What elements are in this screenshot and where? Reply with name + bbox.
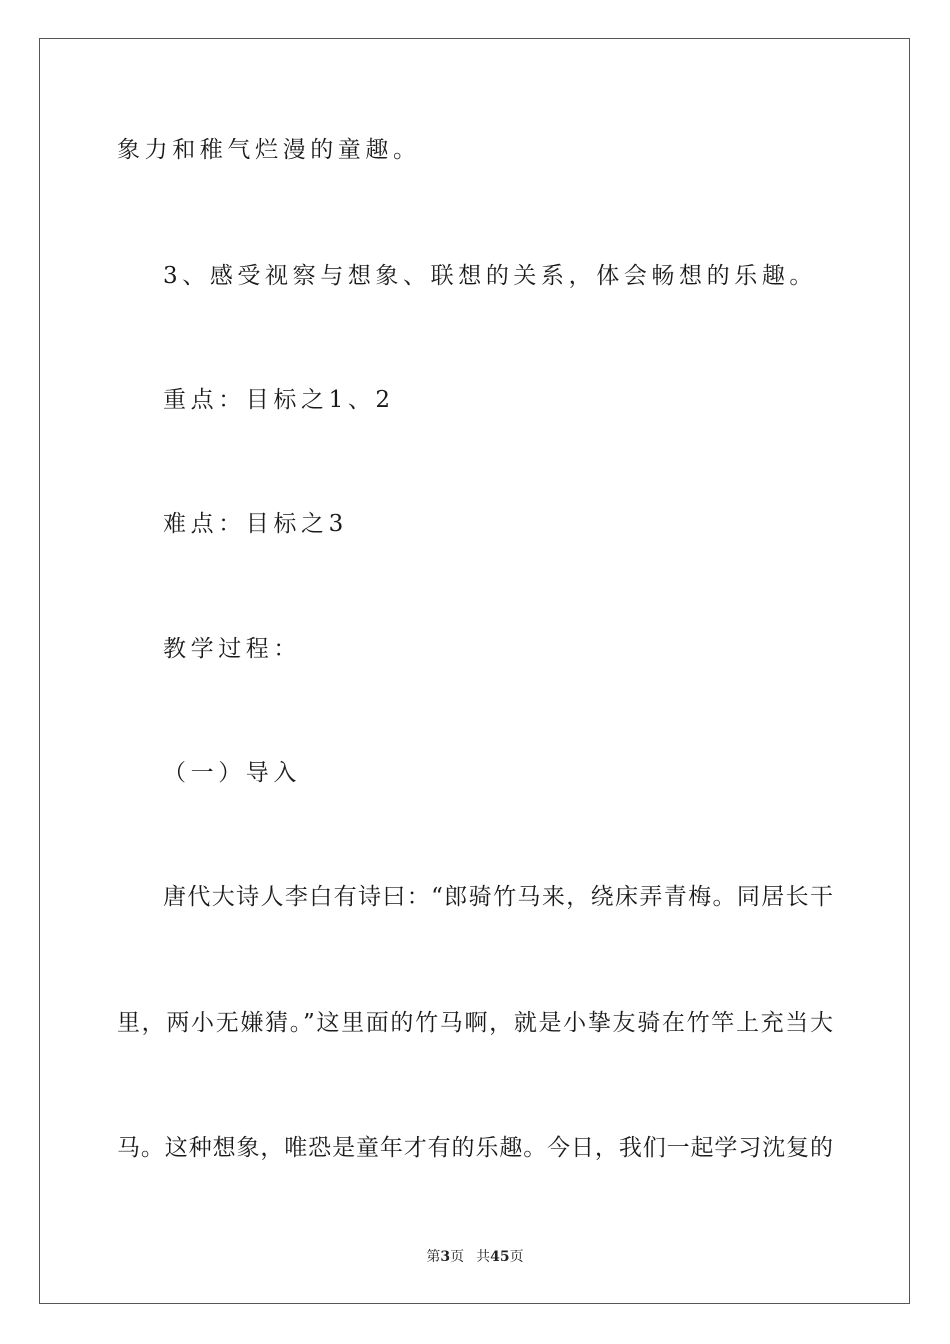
text-line-1: 象力和稚气烂漫的童趣。 <box>117 137 421 163</box>
text-line-8: 里，两小无嫌猜。”这里面的竹马啊，就是小挚友骑在竹竿上充当大 <box>117 1010 833 1036</box>
footer-total-suffix: 页 <box>509 1249 524 1265</box>
text-line-2: 3、感受视察与想象、联想的关系，体会畅想的乐趣。 <box>163 263 818 289</box>
page-footer <box>0 1248 950 1266</box>
footer-total-prefix: 共 <box>476 1249 491 1265</box>
footer-page-total: 45 <box>490 1249 510 1265</box>
text-line-9: 马。这种想象，唯恐是童年才有的乐趣。今日，我们一起学习沈复的 <box>117 1135 833 1161</box>
footer-page-current: 3 <box>440 1249 451 1265</box>
footer-page-prefix: 第 <box>426 1249 441 1265</box>
text-line-6: （一）导入 <box>163 760 301 786</box>
footer-page-suffix: 页 <box>450 1249 465 1265</box>
text-line-3: 重点：目标之1、2 <box>163 387 395 413</box>
page-border <box>39 38 910 1304</box>
text-line-4: 难点：目标之3 <box>163 511 348 537</box>
text-line-5: 教学过程： <box>163 636 301 662</box>
text-line-7: 唐代大诗人李白有诗曰：“郎骑竹马来，绕床弄青梅。同居长干 <box>163 884 833 910</box>
